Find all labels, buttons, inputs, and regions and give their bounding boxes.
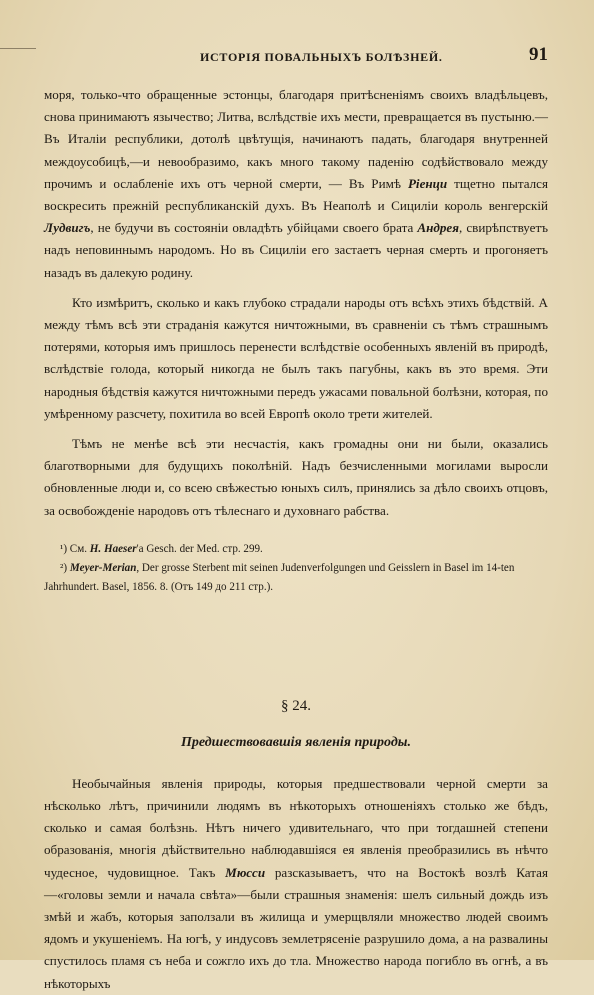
text-run: , не будучи въ состояніи овладѣть убійцами своего брата bbox=[90, 220, 418, 236]
italic-name: Андрея bbox=[417, 220, 459, 236]
paragraph-1 bbox=[44, 84, 548, 284]
text-run: Необычайныя явленія природы, которыя предшествовали черной смерти за нѣсколько лѣтъ, причинили людямъ въ нѣкоторыхъ отношеніяхъ столько же бѣдъ, сколько и самая болѣзнь. Нѣтъ ничего удивительнаго, что при тогдашней степени образованія, многія дѣйствительно наблюдавшіяся ея явленія преобразились въ нѣчто чудесное, чудовищное. Такъ bbox=[44, 775, 548, 880]
italic-name: Лудвигъ bbox=[44, 220, 91, 236]
footnote-author: Meyer-Merian bbox=[69, 561, 137, 574]
page-number: 91 bbox=[529, 44, 548, 65]
running-head: ИСТОРІЯ ПОВАЛЬНЫХЪ БОЛѢЗНЕЙ. bbox=[200, 50, 443, 64]
footnote-mark: ²) bbox=[60, 561, 68, 574]
page-header bbox=[44, 44, 548, 72]
section-paragraph bbox=[44, 773, 548, 995]
text-run: Тѣмъ не менѣе всѣ эти несчастія, какъ громадны они ни были, оказались благотворными для будущихъ поколѣній. Надъ безчисленными могилами выросли обновленные люди и, со всею свѣжестью юныхъ силъ, принялись за дѣло своихъ отцовъ, за освобожденіе народовъ отъ тѣлеснаго и духовнаго рабства. bbox=[44, 436, 548, 518]
paragraph-3 bbox=[44, 433, 548, 522]
text-run: , свирѣпствуетъ надъ неповиннымъ народомъ. Но въ Сициліи его застаетъ черная смерть и прогоняетъ назадъ въ далекую родину. bbox=[44, 220, 548, 280]
footnote-text: 'а Gesch. der Med. стр. 299. bbox=[136, 542, 263, 555]
paragraph-2 bbox=[44, 292, 548, 425]
footnote-2 bbox=[44, 559, 548, 597]
page-edge-mark bbox=[0, 48, 36, 49]
italic-name: Ріенци bbox=[407, 175, 448, 191]
section-title: Предшествовавшія явленія природы. bbox=[180, 734, 412, 750]
section-number: § 24. bbox=[281, 697, 311, 714]
footnote-text: См. bbox=[67, 542, 90, 555]
footnotes bbox=[44, 540, 548, 597]
text-run: Кто измѣритъ, сколько и какъ глубоко страдали народы отъ всѣхъ этихъ бѣдствій. А между тѣмъ всѣ эти страданія кажутся ничтожными, въ сравненіи съ тѣмъ страшнымъ потерями, которыя имъ пришлось перенести вслѣдствіе особенныхъ явленій въ природѣ, вслѣдствіе голода, который никогда не былъ такъ пагубны, какъ въ это время. Эти народныя бѣдствія кажутся ничтожными передъ ужасами повальной болѣзни, которая, по умѣренному разсчету, похитила во всей Европѣ около трети жителей. bbox=[44, 294, 548, 421]
footnote-mark: ¹) bbox=[60, 542, 68, 555]
italic-name: Мюсси bbox=[225, 864, 266, 880]
footnote-author: Н. Haeser bbox=[89, 542, 137, 555]
main-text bbox=[44, 84, 548, 522]
footnote-text: , Der grosse Sterbent mit seinen Judenverfolgungen und Geisslern in Basel im 14-ten Jahrhundert. Basel, 1856. 8. (Отъ 149 до 211 стр.). bbox=[44, 561, 515, 593]
text-run: разсказываетъ, что на Востокѣ возлѣ Катая—«головы земли и начала свѣта»—были страшныя знаменія: шелъ сильный дождь изъ змѣй и жабъ, которыя заползали въ жилища и умерщвляли множество людей своимъ ядомъ и укушеніемъ. На югѣ, у индусовъ землетрясеніе разрушило дома, а на развалины спустилось пламя съ неба и сожгло ихъ до тла. Множество народа погибло въ огнѣ, а въ нѣкоторыхъ bbox=[44, 864, 548, 991]
footnote-1 bbox=[44, 540, 548, 559]
text-run: моря, только-что обращенные эстонцы, благодаря притѣсненіямъ своихъ владѣльцевъ, снова принимаютъ язычество; Литва, вслѣдствіе ихъ мести, превращается въ пустыню.—Въ Италіи республики, дотолѣ цвѣтущія, начинаютъ падать, благодаря внутренней междоусобицѣ,—и невообразимо, какъ много такому паденію содѣйствовало между прочимъ и ослабленіе ихъ отъ черной смерти, — Въ Римѣ bbox=[44, 87, 548, 191]
text-run: тщетно пытался воскресить прежній республиканскій духъ. Въ Неаполѣ и Сициліи король венгерскій bbox=[44, 175, 549, 214]
